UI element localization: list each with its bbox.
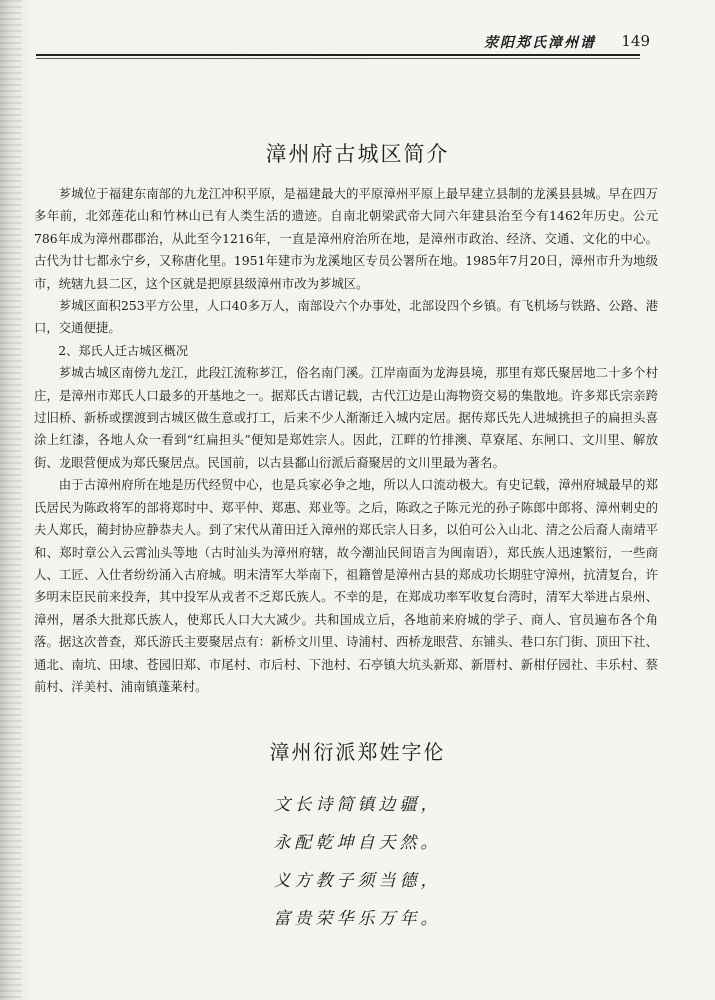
section-body (34, 183, 658, 698)
paragraph: 芗城区面积253平方公里，人口40多万人，南部设六个办事处，北部设四个乡镇。有飞机场与铁路、公路、港口，交通便捷。 (34, 298, 658, 336)
paragraph: 芗城古城区南傍九龙江，此段江流称芗江，俗名南门溪。江岸南面为龙海县境，那里有郑氏聚居地二十多个村庄，是漳州市郑氏人口最多的开基地之一。据郑氏古谱记载，古代江边是山海物资交易的集散地。许多郑氏宗亲跨过旧桥、新桥或摆渡到古城区做生意或打工，后来不少人渐渐迁入城内定居。据传郑氏先人进城挑担子的扁担头喜涂上红漆，各地人众一看到“红扁担头”便知是郑姓宗人。因此，江畔的竹排澳、草寮尾、东闸口、文川里、解放街、龙眼营便成为郑氏聚居点。民国前，以古县鄱山衍派后裔聚居的文川里最为著名。 (34, 365, 658, 470)
subheading: 2、郑氏人迁古城区概况 (58, 343, 189, 358)
paragraph: 由于古漳州府所在地是历代经贸中心，也是兵家必争之地，所以人口流动极大。有史记载，漳州府城最早的郑氏居民为陈政将军的部将郑时中、郑平仲、郑惠、郑业等。之后，陈政之子陈元光的孙子陈郎中郎将、漳州刺史的夫人郑氏，蔺封协应静恭夫人。到了宋代从莆田迁入漳州的郑氏宗人日多，以伯可公入山北、清之公后裔人南靖平和、郑时章公入云霄汕头等地（古时汕头为漳州府辖，故今潮汕民间语言为闽南语），郑氏族人迅速繁衍，一些商人、工匠、入仕者纷纷涌入古府城。明末清军大举南下，祖籍曾是漳州古县的郑成功长期驻守漳州，抗清复台，许多明末臣民前来投奔，其中投军从戎者不乏郑氏族人。不幸的是，在郑成功率军收复台湾时，清军大举进占泉州、漳州，屠杀大批郑氏族人，使郑氏人口大大减少。共和国成立后，各地前来府城的学子、商人、官员遍布各个角落。据这次普查，郑氏游氏主要聚居点有：新桥文川里、诗浦村、西桥龙眼营、东铺头、巷口东门街、顶田下社、通北、南坑、田埭、苍园旧郑、市尾村、市后村、下池村、石亭镇大坑头新郑、新厝村、新柑仔园社、丰乐村、蔡前村、洋美村、浦南镇蓬莱村。 (34, 477, 658, 694)
poem-line: 富贵荣华乐万年。 (273, 909, 442, 929)
generation-poem (0, 786, 715, 938)
section-title-generation-poem: 漳州衍派郑姓字伦 (269, 740, 446, 764)
header-rule (36, 54, 640, 56)
section-title-city-intro: 漳州府古城区简介 (265, 142, 450, 166)
paragraph: 芗城位于福建东南部的九龙江冲积平原，是福建最大的平原漳州平原上最早建立县制的龙溪县县城。早在四万多年前，北郊莲花山和竹林山已有人类生活的遗迹。自南北朝梁武帝大同六年建县治至今有1462年历史。公元786年成为漳州郡郡治，从此至今1216年，一直是漳州府治所在地，是漳州市政治、经济、交通、文化的中心。古代为廿七都永宁乡，又称唐化里。1951年建市为龙溪地区专员公署所在地。1985年7月20日，漳州市升为地级市，统辖九县二区，这个区就是把原县级漳州市改为芗城区。 (34, 186, 658, 291)
page-number: 149 (621, 32, 650, 50)
poem-line: 义方教子须当德， (273, 871, 442, 891)
poem-line: 文长诗简镇边疆， (273, 795, 442, 815)
running-header (36, 26, 666, 52)
running-title: 荥阳郑氏漳州谱 (484, 35, 596, 51)
poem-line: 永配乾坤自天然。 (273, 833, 442, 853)
header-rule-thin (36, 58, 640, 59)
